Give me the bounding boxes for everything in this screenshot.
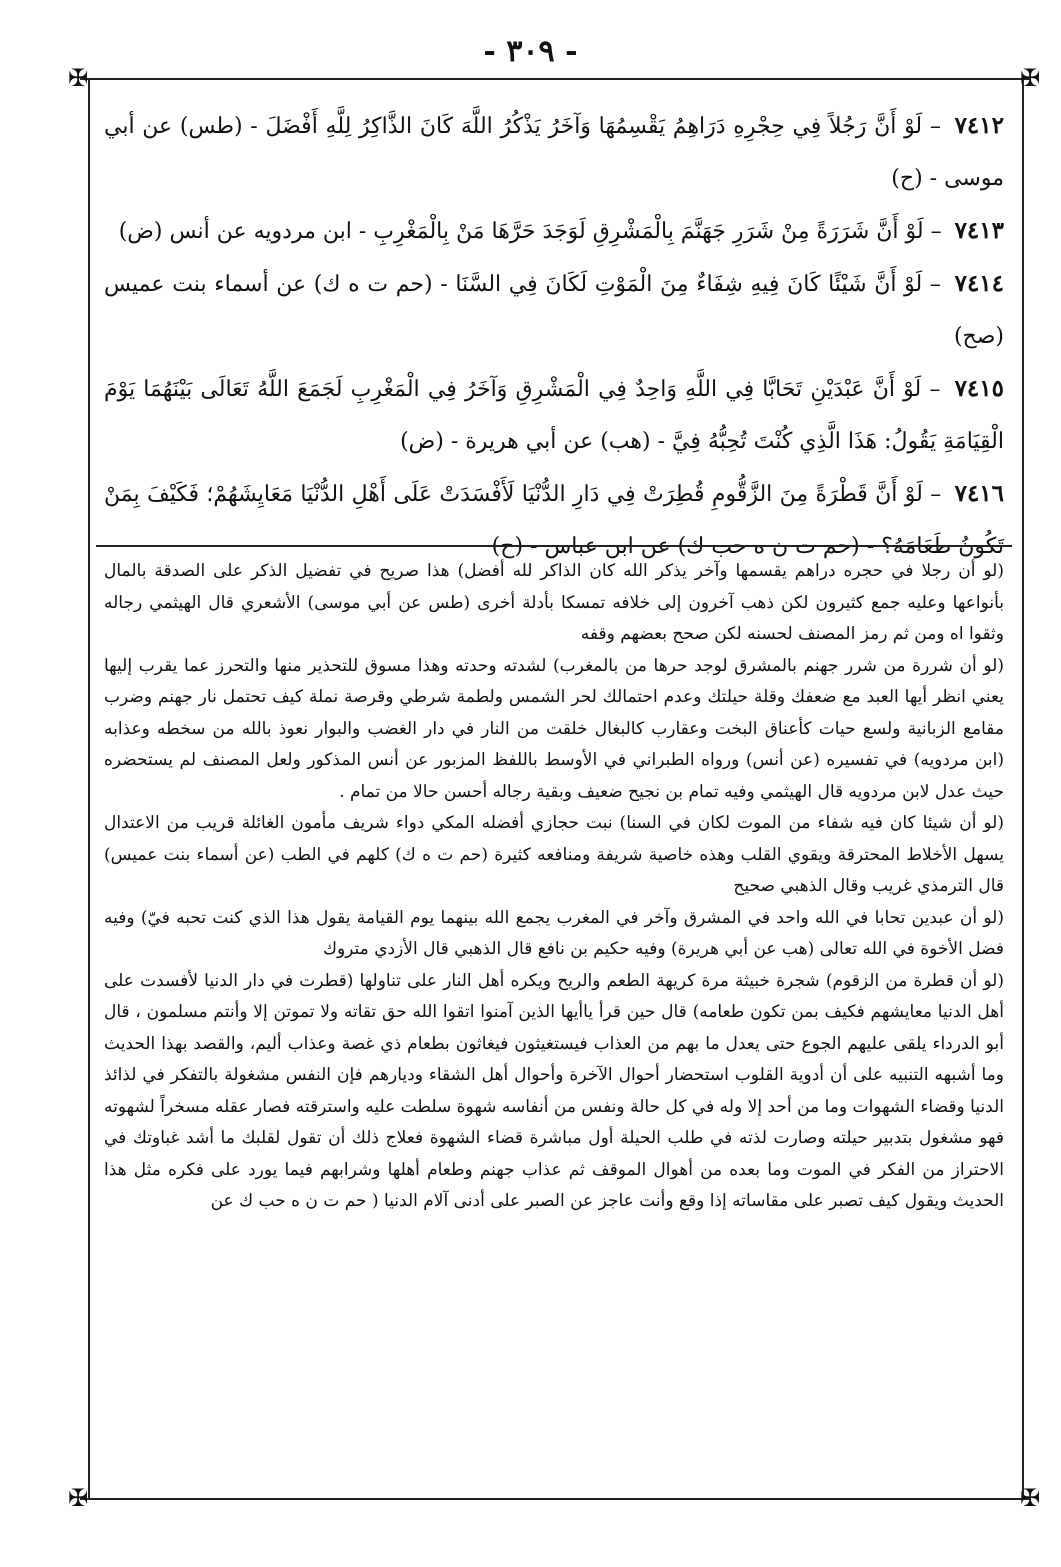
hadith-entry bbox=[104, 363, 1004, 468]
commentary-paragraph: (لو أن عبدين تحابا في الله واحد في المشرق وآخر في المغرب يجمع الله بينهما يوم القيامة يقول هذا الذي كنت تحبه فيّ) وفيه فضل الأخوة في الله تعالى (هب عن أبي هريرة) وفيه حكيم بن نافع قال الذهبي قال الأزدي متروك bbox=[104, 907, 1004, 959]
hadith-number: ٧٤١٥ bbox=[954, 375, 1004, 402]
hadith-number: ٧٤١٢ bbox=[954, 112, 1004, 139]
hadith-number: ٧٤١٣ bbox=[954, 217, 1004, 244]
commentary-paragraph: (لو أن قطرة من الزقوم) شجرة خبيثة مرة كريهة الطعم والريح ويكره أهل النار على تناولها (قطرت في دار الدنيا لأفسدت على أهل الدنيا معايشهم فكيف بمن تكون طعامه) قال حين قرأ ياأيها الذين آمنوا اتقوا الله حق تقاته ولا تموتن إلا وأنتم مسلمون ، قال أبو الدرداء يلقى عليهم الجوع حتى يعدل ما بهم من العذاب فيستغيثون فيغاثون بطعام ذي غصة وعذاب أليم، والقصد بهذا الحديث وما أشبهه التنبيه على أن أدوية القلوب استحضار أحوال الآخرة وأحوال أهل الشقاء وديارهم فإن النفس مشغولة بالتفكر في لذائذ الدنيا وقضاء الشهوات وما من أحد إلا وله في كل حالة ونفس من أنفاسه شهوة سلطت عليه واسترقته فصار عقله مسخراً لشهوته فهو مشغول بتدبير حيلته وصارت لذته في طلب الحيلة أول مباشرة قضاء الشهوة فعلاج ذلك أن تقول لقلبك ما أشد غباوتك في الاحتراز من الفكر في الموت وما بعده من أهوال الموقف ثم عذاب جهنم وطعام أهلها وشرابهم فيما يورد على فكره مثل هذا الحديث ويقول كيف تصبر على مقاساته إذا وقع وأنت عاجز عن الصبر على أدنى آلام الدنيا ( حم ت ن ه حب ك عن bbox=[104, 970, 1004, 1211]
hadith-text: – لَوْ أَنَّ عَبْدَيْنِ تَحَابَّا فِي اللَّهِ وَاحِدٌ فِي الْمَشْرِقِ وَآخَرُ فِي الْمَغْرِبِ لَجَمَعَ اللَّهُ تَعَالَى بَيْنَهُمَا يَوْمَ الْقِيَامَةِ يَقُولُ: هَذَا الَّذِي كُنْتَ تُحِبُّهُ فِيَّ - (هب) عن أبي هريرة - (ض) bbox=[104, 377, 1004, 454]
hadith-text: – لَوْ أَنَّ رَجُلاً فِي حِجْرِهِ دَرَاهِمُ يَقْسِمُهَا وَآخَرُ يَذْكُرُ اللَّهَ كَانَ الذَّاكِرُ لِلَّهِ أَفْضَلَ - (طس) عن أبي موسى - (ح) bbox=[104, 114, 1004, 191]
ornament-icon: ✠ bbox=[67, 1484, 89, 1512]
commentary-paragraph: (لو أن شررة من شرر جهنم بالمشرق لوجد حرها من بالمغرب) لشدته وحدته وهذا مسوق للتحذير منها والتحرز عما يقرب إليها يعني انظر أيها العبد مع ضعفك وقلة حيلتك وعدم احتمالك لحر الشمس ولطمة شرطي وقرصة نملة كيف تحتمل نار جهنم وضرب مقامع الزبانية ولسع حيات كأعناق البخت وعقارب كالبغال خلقت من النار في دار الغضب والبوار نعوذ بالله من سخطه وعذابه (ابن مردويه) في تفسيره (عن أنس) ورواه الطبراني في الأوسط باللفظ المزبور عن أنس المذكور ولعل المصنف لم يستحضره حيث عدل لابن مردويه قال الهيثمي وفيه تمام بن نجيح ضعيف وبقية رجاله أحسن حالا من تمام . bbox=[104, 655, 1004, 802]
section-divider bbox=[96, 545, 1012, 547]
ornament-icon: ✠ bbox=[1019, 1484, 1041, 1512]
hadith-text: – لَوْ أَنَّ شَيْئًا كَانَ فِيهِ شِفَاءٌ مِنَ الْمَوْتِ لَكَانَ فِي السَّنَا - (حم ت ه ك) عن أسماء بنت عميس (صح) bbox=[104, 272, 1004, 349]
frame-bottom-rule bbox=[80, 1498, 1030, 1500]
page-number: - ٣٠٩ - bbox=[483, 34, 578, 69]
hadith-list bbox=[104, 100, 1004, 573]
ornament-icon: ✠ bbox=[1019, 64, 1041, 92]
hadith-entry bbox=[104, 205, 1004, 258]
ornament-icon: ✠ bbox=[67, 64, 89, 92]
hadith-entry bbox=[104, 100, 1004, 205]
hadith-number: ٧٤١٤ bbox=[954, 270, 1005, 297]
hadith-number: ٧٤١٦ bbox=[954, 480, 1005, 507]
hadith-entry bbox=[104, 258, 1004, 363]
hadith-text: – لَوْ أَنَّ قَطْرَةً مِنَ الزَّقُّومِ قُطِرَتْ فِي دَارِ الدُّنْيَا لَأَفْسَدَتْ عَلَى أَهْلِ الدُّنْيَا مَعَايِشَهُمْ؛ فَكَيْفَ بِمَنْ تَكُونُ طَعَامَهُ؟ - (حم ت ن ه حب ك) عن ابن عباس - (ح) bbox=[104, 482, 1004, 559]
commentary-paragraph: (لو أن شيئا كان فيه شفاء من الموت لكان في السنا) نبت حجازي أفضله المكي دواء شريف مأمون الغائلة قريب من الاعتدال يسهل الأخلاط المحترقة ويقوي القلب وهذه خاصية شريفة ومنافعه كثيرة (حم ت ه ك) كلهم في الطب (عن أسماء بنت عميس) قال الترمذي غريب وقال الذهبي صحيح bbox=[104, 813, 1004, 896]
commentary-section bbox=[104, 556, 1004, 1218]
hadith-text: – لَوْ أَنَّ شَرَرَةً مِنْ شَرَرِ جَهَنَّمَ بِالْمَشْرِقِ لَوَجَدَ حَرَّهَا مَنْ بِالْمَغْرِبِ - ابن مردويه عن أنس (ض) bbox=[118, 219, 942, 244]
commentary-paragraph: (لو أن رجلا في حجره دراهم يقسمها وآخر يذكر الله كان الذاكر لله أفضل) هذا صريح في تفضيل الذكر على الصدقة بالمال بأنواعها وعليه جمع كثيرون لكن ذهب آخرون إلى خلافه تمسكا بأدلة أخرى (طس عن أبي موسى) الأشعري قال الهيثمي رجاله وثقوا اه ومن ثم رمز المصنف لحسنه لكن صحح بعضهم وقفه bbox=[104, 561, 1004, 644]
